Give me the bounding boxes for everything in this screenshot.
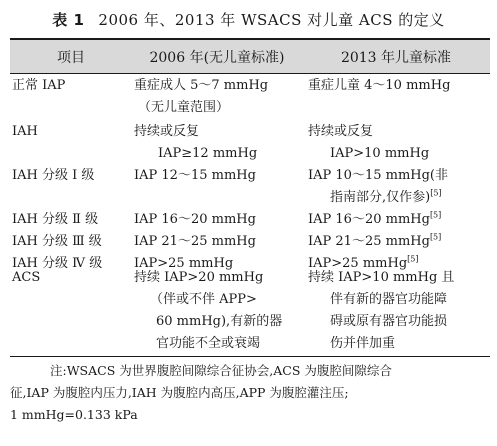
row-2006-iah-grade-3: IAP 21～25 mmHg	[134, 234, 256, 249]
column-header-2006: 2006 年(无儿童标准)	[149, 49, 285, 66]
row-item-iah-grade-1: IAH 分级 Ⅰ 级	[12, 168, 95, 183]
row-2013-iah-grade-2: IAP 16～20 mmHg[5]	[308, 210, 442, 227]
row-item-iah: IAH	[12, 124, 38, 139]
row-item-iah-grade-3: IAH 分级 Ⅲ 级	[12, 234, 102, 249]
row-2006-acs: 持续 IAP>20 mmHg （伴或不伴 APP> 60 mmHg),有新的器 官功能不全或衰竭	[134, 270, 283, 351]
table-note: 注:WSACS 为世界腹腔间隙综合征协会,ACS 为腹腔间隙综合 征,IAP 为腹腔内压力,IAH 为腹腔内高压,APP 为腹腔灌注压; 1 mmHg=0.133 kPa	[10, 363, 392, 422]
row-2013-iah-grade-4: IAP>25 mmHg[5]	[308, 254, 419, 271]
row-item-acs: ACS	[12, 270, 41, 285]
row-2013-iah-grade-3: IAP 21～25 mmHg[5]	[308, 232, 442, 249]
table-bottom-rule	[10, 356, 490, 357]
column-header-item: 项目	[57, 49, 85, 66]
row-2013-acs: 持续 IAP>10 mmHg 且 伴有新的器官功能障 碍或原有器官功能损 伤并伴加重	[308, 270, 455, 351]
reference-mark: [5]	[407, 254, 419, 264]
row-item-iah-grade-2: IAH 分级 Ⅱ 级	[12, 212, 99, 227]
row-2013-iah-grade-1: IAP 10～15 mmHg(非 指南部分,仅作参)[5]	[308, 168, 449, 205]
table-header-rule	[10, 73, 490, 74]
reference-mark: [5]	[429, 210, 442, 220]
row-item-iah-grade-4: IAH 分级 Ⅳ 级	[12, 256, 103, 271]
row-2006-iah-grade-1: IAP 12～15 mmHg	[134, 168, 256, 183]
table-caption	[0, 0, 497, 38]
table-title: 2006 年、2013 年 WSACS 对儿童 ACS 的定义	[98, 10, 445, 29]
reference-mark: [5]	[430, 188, 442, 198]
row-2006-iah-grade-4: IAP>25 mmHg	[134, 256, 234, 271]
row-item-normal-iap: 正常 IAP	[12, 78, 66, 93]
row-2006-iah: 持续或反复 IAP≥12 mmHg	[134, 124, 258, 161]
row-2013-iah: 持续或反复 IAP>10 mmHg	[308, 124, 430, 161]
row-2006-iah-grade-2: IAP 16～20 mmHg	[134, 212, 256, 227]
row-2013-normal-iap: 重症儿童 4～10 mmHg	[308, 78, 451, 93]
row-2006-normal-iap: 重症成人 5～7 mmHg （无儿童范围）	[134, 78, 269, 115]
column-header-2013: 2013 年儿童标准	[340, 49, 452, 66]
reference-mark: [5]	[429, 232, 442, 242]
table-number: 表 1	[52, 10, 85, 29]
